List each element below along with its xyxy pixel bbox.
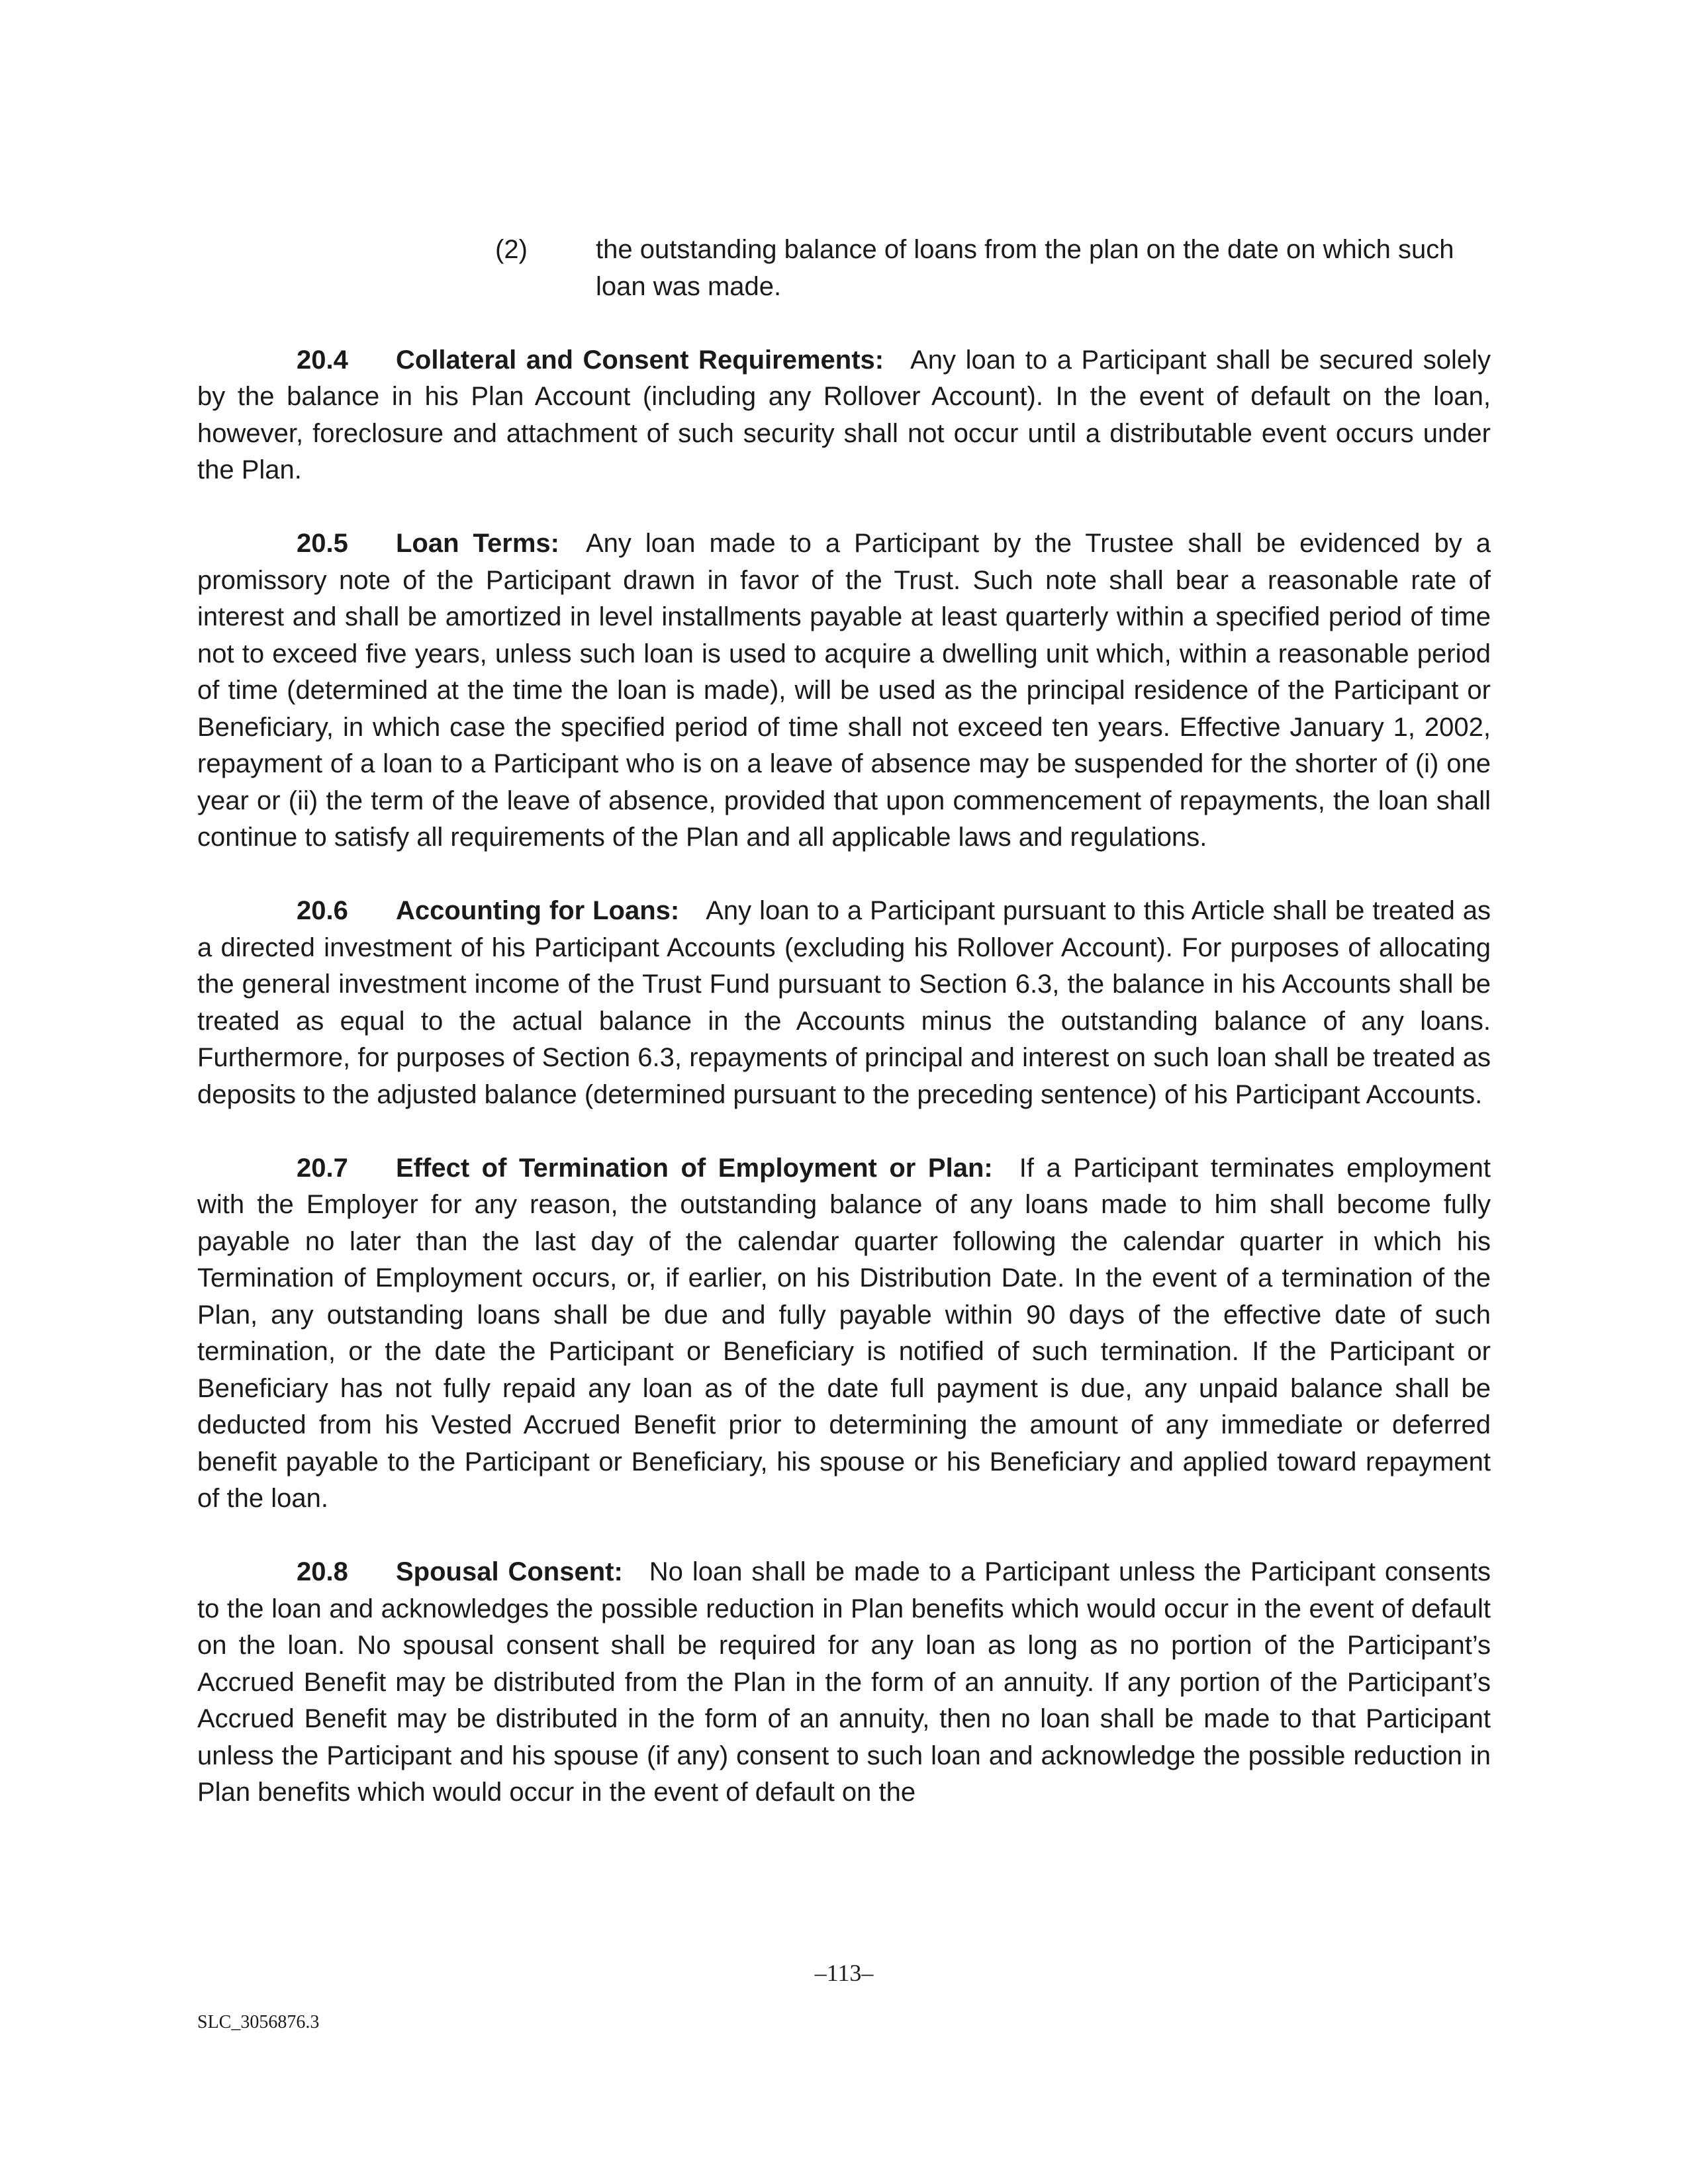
page-number: –113– (814, 1960, 874, 1986)
section-number: 20.8 (297, 1557, 348, 1586)
section-number: 20.7 (297, 1153, 348, 1183)
section-number: 20.6 (297, 896, 348, 925)
section-20-8 (197, 1554, 1491, 1811)
section-number: 20.5 (297, 529, 348, 558)
section-body: Any loan made to a Participant by the Trustee shall be evidenced by a promissory note of the Participant drawn in favor of the Trust. Such note shall bear a reasonable rate of interest and shall be amortized in level installments payable at least quarterly within a specified period of time not to exceed five years, unless such loan is used to acquire a dwelling unit which, within a reasonable period of time (determined at the time the loan is made), will be used as the principal residence of the Participant or Beneficiary, in which case the specified period of time shall not exceed ten years. Effective January 1, 2002, repayment of a loan to a Participant who is on a leave of absence may be suspended for the shorter of (i) one year or (ii) the term of the leave of absence, provided that upon commencement of repayments, the loan shall continue to satisfy all requirements of the Plan and all applicable laws and regulations. (197, 529, 1491, 852)
document-id: SLC_3056876.3 (197, 2012, 320, 2032)
section-body: If a Participant terminates employment with the Employer for any reason, the outstanding balance of any loans made to him shall become fully payable no later than the last day of the calendar quarter following the calendar quarter in which his Termination of Employment occurs, or, if earlier, on his Distribution Date. In the event of a termination of the Plan, any outstanding loans shall be due and fully payable within 90 days of the effective date of such termination, or the date the Participant or Beneficiary is notified of such termination. If the Participant or Beneficiary has not fully repaid any loan as of the date full payment is due, any unpaid balance shall be deducted from his Vested Accrued Benefit prior to determining the amount of any immediate or deferred benefit payable to the Participant or Beneficiary, his spouse or his Beneficiary and applied toward repayment of the loan. (197, 1153, 1491, 1513)
section-body: Any loan to a Participant shall be secured solely by the balance in his Plan Account (including any Rollover Account). In the event of default on the loan, however, foreclosure and attachment of such security shall not occur until a distributable event occurs under the Plan. (197, 345, 1491, 484)
section-title: Accounting for Loans: (396, 896, 680, 925)
section-20-5 (197, 525, 1491, 856)
section-title: Collateral and Consent Requirements: (396, 345, 884, 375)
section-20-7 (197, 1150, 1491, 1518)
section-number: 20.4 (297, 345, 348, 375)
section-20-4 (197, 342, 1491, 489)
section-title: Loan Terms: (396, 529, 559, 558)
page-content (197, 232, 1491, 1811)
section-body: No loan shall be made to a Participant unless the Participant consents to the loan and acknowledges the possible reduction in Plan benefits which would occur in the event of default on the loan. No spousal consent shall be required for any loan as long as no portion of the Participant’s Accrued Benefit may be distributed from the Plan in the form of an annuity. If any portion of the Participant’s Accrued Benefit may be distributed in the form of an annuity, then no loan shall be made to that Participant unless the Participant and his spouse (if any) consent to such loan and acknowledge the possible reduction in Plan benefits which would occur in the event of default on the (197, 1557, 1491, 1807)
section-title: Spousal Consent: (396, 1557, 623, 1586)
list-item (495, 232, 1491, 305)
section-body: Any loan to a Participant pursuant to this Article shall be treated as a directed investment of his Participant Accounts (excluding his Rollover Account). For purposes of allocating the general investment income of the Trust Fund pursuant to Section 6.3, the balance in his Accounts shall be treated as equal to the actual balance in the Accounts minus the outstanding balance of any loans. Furthermore, for purposes of Section 6.3, repayments of principal and interest on such loan shall be treated as deposits to the adjusted balance (determined pursuant to the preceding sentence) of his Participant Accounts. (197, 896, 1491, 1109)
list-item-text: the outstanding balance of loans from the plan on the date on which such loan was made. (596, 235, 1454, 301)
section-title: Effect of Termination of Employment or Plan: (396, 1153, 993, 1183)
list-item-number: (2) (495, 235, 528, 264)
section-20-6 (197, 893, 1491, 1113)
